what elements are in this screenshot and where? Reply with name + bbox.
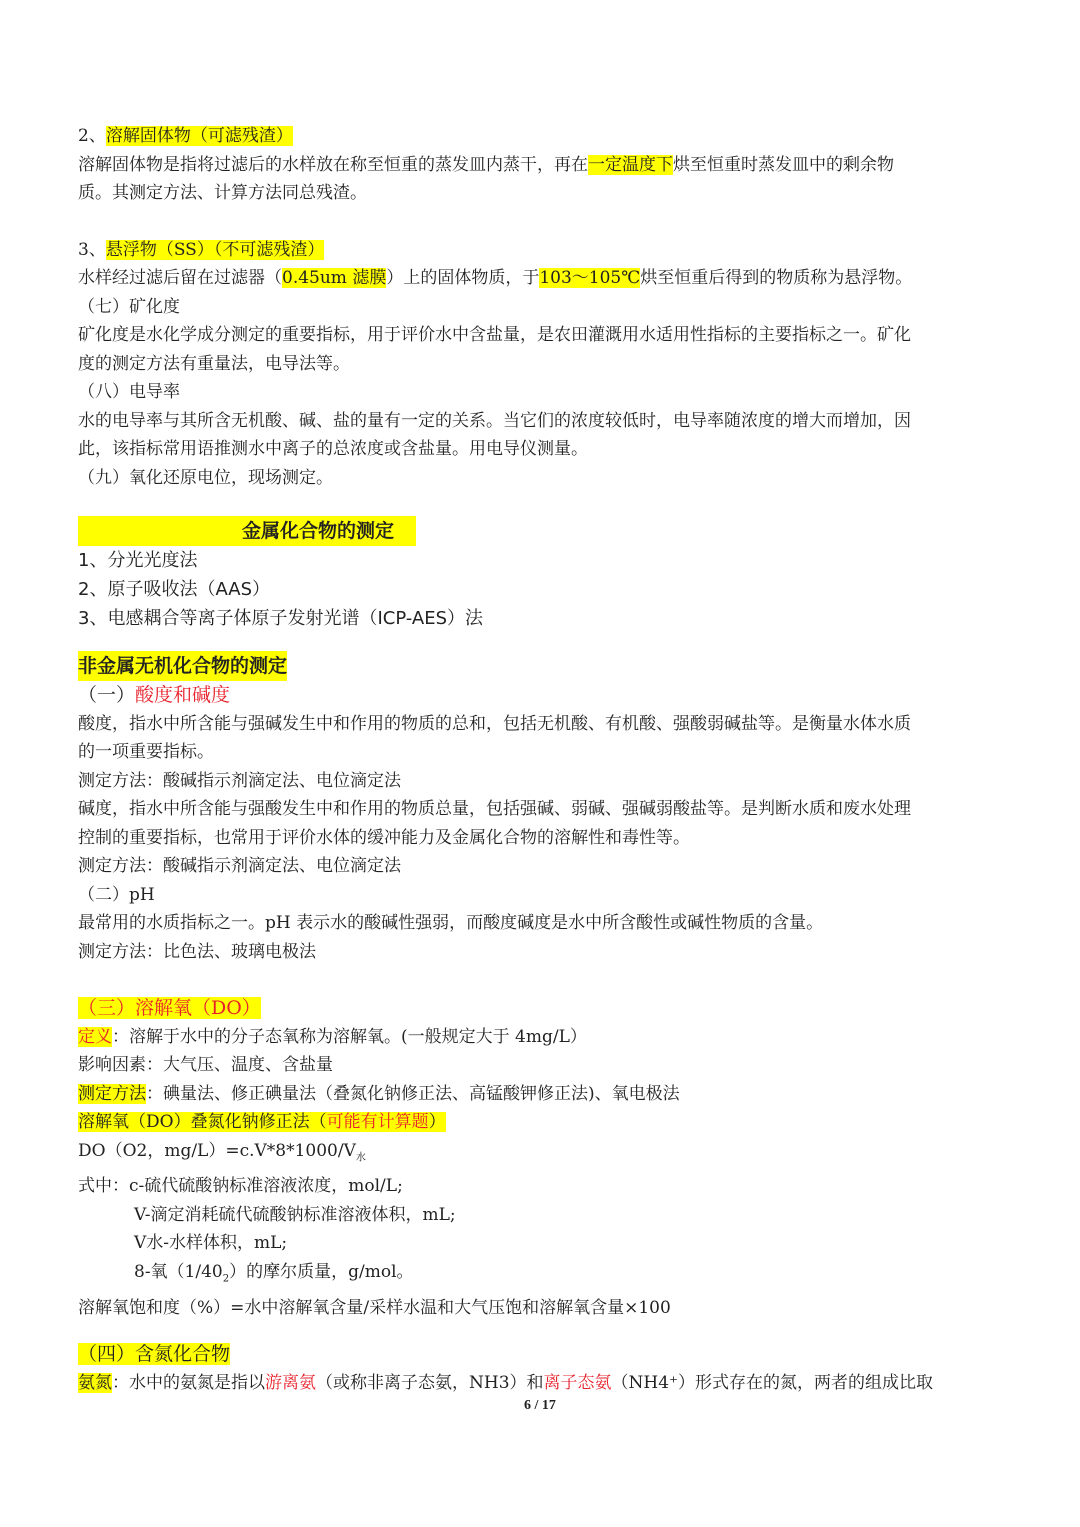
red-text: 可能有计算题 xyxy=(326,1112,429,1132)
paragraph: V水-水样体积，mL; xyxy=(134,1233,288,1254)
subsection-title: （二）pH xyxy=(78,884,155,905)
section-3-heading: 3、悬浮物（SS）（不可滤残渣） xyxy=(78,239,325,260)
nonmetal-compounds-heading: 非金属无机化合物的测定 xyxy=(78,651,287,681)
nitrogen-compounds-heading: （四）含氮化合物 xyxy=(78,1343,231,1366)
document-page xyxy=(78,122,1008,1397)
paragraph: 水的电导率与其所含无机酸、碱、盐的量有一定的关系。当它们的浓度较低时，电导率随浓度的增大而增加，因 xyxy=(78,410,911,431)
section-title-highlight: 溶解固体物（可滤残渣） xyxy=(105,126,293,146)
ammonia-label: 氨氮 xyxy=(78,1372,112,1393)
method-label: 测定方法 xyxy=(78,1083,146,1104)
list-item: 3、电感耦合等离子体原子发射光谱（ICP-AES）法 xyxy=(78,608,483,629)
paragraph: 溶解固体物是指将过滤后的水样放在称至恒重的蒸发皿内蒸干，再在一定温度下烘至恒重时蒸发皿中的剩余物 xyxy=(78,154,894,175)
paragraph: 此，该指标常用语推测水中离子的总浓度或含盐量。用电导仪测量。 xyxy=(78,439,588,459)
list-item: 2、原子吸收法（AAS） xyxy=(78,579,271,600)
paragraph: 控制的重要指标，也常用于评价水体的缓冲能力及金属化合物的溶解性和毒性等。 xyxy=(78,827,690,848)
list-item: 1、分光光度法 xyxy=(78,550,198,571)
paragraph: 的一项重要指标。 xyxy=(78,742,214,762)
subsection-title: （七）矿化度 xyxy=(78,296,180,317)
paragraph: 水样经过滤后留在过滤器（0.45um 滤膜）上的固体物质，于103～105℃烘至恒重后得到的物质称为悬浮物。 xyxy=(78,268,913,288)
paragraph: 最常用的水质指标之一。pH 表示水的酸碱性强弱，而酸度碱度是水中所含酸性或碱性物质的含量。 xyxy=(78,913,824,933)
formula: DO（O2，$mg/L)=c.V*8*1000/V_水$ xyxy=(78,1140,366,1163)
paragraph: 溶解氧饱和度（%）=水中溶解氧含量/采样水温和大气压饱和溶解氧含量×100 xyxy=(78,1297,671,1318)
paragraph: 质。其测定方法、计算方法同总残渣。 xyxy=(78,183,367,203)
section-number: 2、 xyxy=(78,126,106,146)
page-number: 6 / 17 xyxy=(524,1398,556,1413)
definition-label: 定义 xyxy=(78,1026,112,1047)
paragraph: 定义：溶解于水中的分子态氧称为溶解氧。(一般规定大于 4mg/L） xyxy=(78,1026,587,1047)
paragraph: 测定方法：酸碱指示剂滴定法、电位滴定法 xyxy=(78,770,401,791)
paragraph: 8-氧$(1/40_2)$的摩尔质量，g/mol。 xyxy=(134,1261,414,1285)
paragraph: 式中：c-硫代硫酸钠标准溶液浓度，mol/L; xyxy=(78,1176,403,1197)
paragraph: 溶解氧（DO）叠氮化钠修正法（可能有计算题） xyxy=(78,1112,446,1132)
paragraph: 测定方法：比色法、玻璃电极法 xyxy=(78,941,316,962)
highlight-text: 0.45um 滤膜 xyxy=(282,268,387,288)
highlight-text: 103～105℃ xyxy=(539,268,641,288)
metal-compounds-heading: 金属化合物的测定 xyxy=(78,516,416,546)
highlight-text: 一定温度下 xyxy=(588,154,673,175)
red-text: 离子态氨 xyxy=(543,1372,612,1393)
paragraph: 碱度，指水中所含能与强酸发生中和作用的物质总量，包括强碱、弱碱、强碱弱酸盐等。是判断水质和废水处理 xyxy=(78,799,911,819)
red-text: 游离氨 xyxy=(265,1372,316,1393)
red-text: 酸度和碱度 xyxy=(135,684,231,706)
paragraph: V-滴定消耗硫代硫酸钠标准溶液体积，mL; xyxy=(134,1204,456,1225)
dissolved-oxygen-heading: （三）溶解氧（DO） xyxy=(78,997,261,1019)
section-title-highlight: 悬浮物（SS）（不可滤残渣） xyxy=(105,239,325,260)
paragraph: 酸度，指水中所含能与强碱发生中和作用的物质的总和，包括无机酸、有机酸、强酸弱碱盐等。是衡量水体水质 xyxy=(78,713,911,734)
paragraph: 度的测定方法有重量法，电导法等。 xyxy=(78,353,350,374)
subsection-title: （八）电导率 xyxy=(78,382,180,402)
section-2-heading xyxy=(78,122,1008,151)
paragraph: 矿化度是水化学成分测定的重要指标，用于评价水中含盐量，是农田灌溉用水适用性指标的主要指标之一。矿化 xyxy=(78,325,911,345)
paragraph: 影响因素：大气压、温度、含盐量 xyxy=(78,1055,333,1075)
subsection-title: （一）酸度和碱度 xyxy=(78,684,231,706)
paragraph: 氨氮：水中的氨氮是指以游离氨（或称非离子态氨，NH3）和离子态氨（NH4⁺）形式存在的氮，两者的组成比取 xyxy=(78,1372,934,1393)
paragraph: 测定方法：碘量法、修正碘量法（叠氮化钠修正法、高锰酸钾修正法)、氧电极法 xyxy=(78,1083,680,1104)
subsection-title: （九）氧化还原电位，现场测定。 xyxy=(78,467,333,488)
paragraph: 测定方法：酸碱指示剂滴定法、电位滴定法 xyxy=(78,856,401,876)
